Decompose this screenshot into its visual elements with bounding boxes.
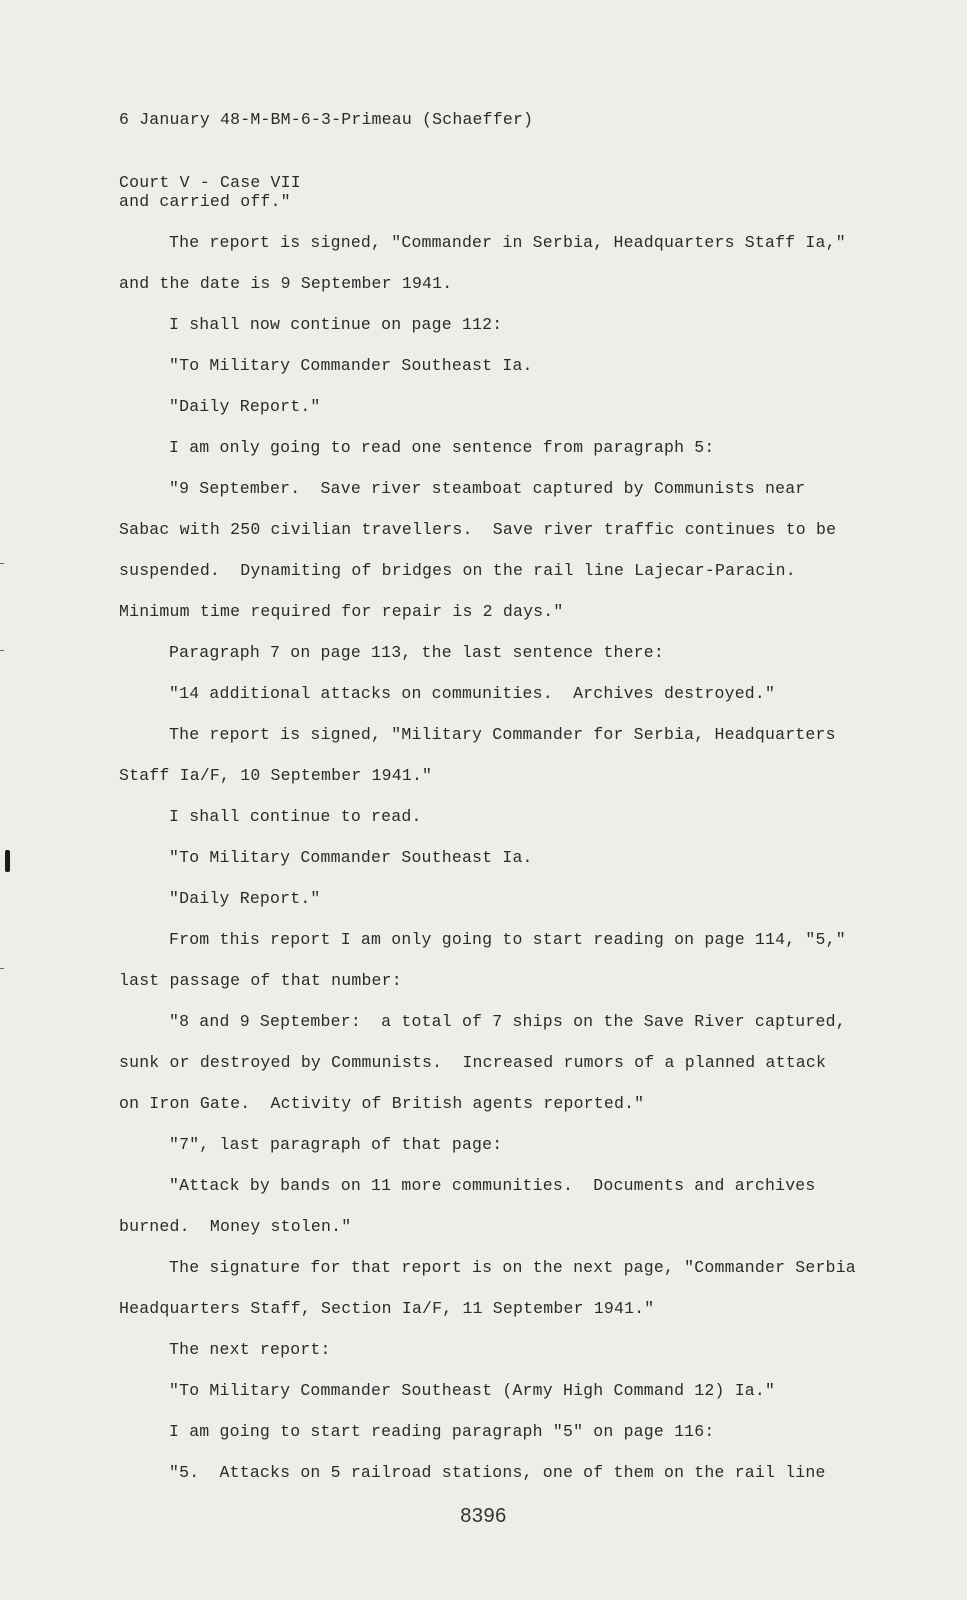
text-line: Paragraph 7 on page 113, the last sentence there: — [169, 643, 664, 662]
header-date-reference: 6 January 48-M-BM-6-3-Primeau (Schaeffer) — [119, 110, 534, 129]
text-line: last passage of that number: — [119, 971, 402, 990]
text-line: I am only going to read one sentence from paragraph 5: — [169, 438, 715, 457]
text-line: burned. Money stolen." — [119, 1217, 352, 1236]
text-line: From this report I am only going to start reading on page 114, "5," — [169, 930, 846, 949]
text-line: "Daily Report." — [169, 889, 321, 908]
text-line: "8 and 9 September: a total of 7 ships on the Save River captured, — [169, 1012, 846, 1031]
text-line: and the date is 9 September 1941. — [119, 274, 453, 293]
text-line: The report is signed, "Military Commander for Serbia, Headquarters — [169, 725, 836, 744]
transcript-body — [119, 190, 879, 1502]
text-line: sunk or destroyed by Communists. Increased rumors of a planned attack — [119, 1053, 827, 1072]
margin-tick — [0, 968, 4, 969]
text-line: "7", last paragraph of that page: — [169, 1135, 503, 1154]
text-line: "9 September. Save river steamboat captured by Communists near — [169, 479, 806, 498]
text-line: I am going to start reading paragraph "5" on page 116: — [169, 1422, 715, 1441]
text-line: "Attack by bands on 11 more communities. Documents and archives — [169, 1176, 816, 1195]
text-line: "To Military Commander Southeast Ia. — [169, 356, 533, 375]
text-line: I shall continue to read. — [169, 807, 422, 826]
text-line: Sabac with 250 civilian travellers. Save river traffic continues to be — [119, 520, 837, 539]
text-line: I shall now continue on page 112: — [169, 315, 503, 334]
text-line: "5. Attacks on 5 railroad stations, one of them on the rail line — [169, 1463, 826, 1482]
text-line: and carried off." — [119, 192, 291, 211]
binding-hole-mark — [5, 850, 10, 872]
page-number: 8396 — [460, 1505, 507, 1527]
text-line: The report is signed, "Commander in Serbia, Headquarters Staff Ia," — [169, 233, 846, 252]
text-line: on Iron Gate. Activity of British agents reported." — [119, 1094, 645, 1113]
text-line: "14 additional attacks on communities. Archives destroyed." — [169, 684, 776, 703]
text-line: The next report: — [169, 1340, 331, 1359]
text-line: Headquarters Staff, Section Ia/F, 11 September 1941." — [119, 1299, 655, 1318]
text-line: suspended. Dynamiting of bridges on the rail line Lajecar-Paracin. — [119, 561, 796, 580]
text-line: "To Military Commander Southeast (Army High Command 12) Ia." — [169, 1381, 776, 1400]
text-line: "To Military Commander Southeast Ia. — [169, 848, 533, 867]
text-line: "Daily Report." — [169, 397, 321, 416]
text-line: Staff Ia/F, 10 September 1941." — [119, 766, 433, 785]
header-court-case: Court V - Case VII — [119, 173, 301, 192]
margin-tick — [0, 650, 4, 651]
text-line: The signature for that report is on the next page, "Commander Serbia — [169, 1258, 856, 1277]
margin-tick — [0, 563, 4, 564]
text-line: Minimum time required for repair is 2 days." — [119, 602, 564, 621]
